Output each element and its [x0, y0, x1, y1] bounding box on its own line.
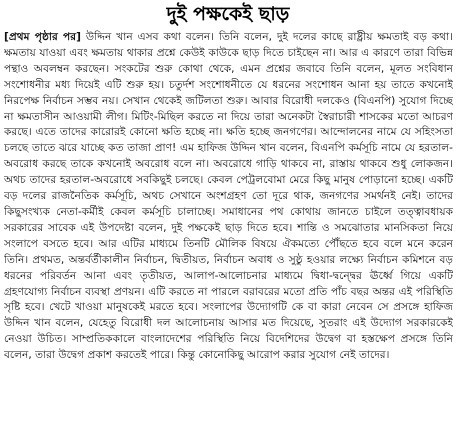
continuation-tag: [প্রথম পৃষ্ঠার পর] — [4, 31, 81, 43]
article-headline: দুই পক্ষকেই ছাড় — [166, 3, 290, 25]
article-body — [4, 30, 453, 438]
article-body-text: উদ্দিন খান এসব কথা বলেন। তিনি বলেন, দুই দলের কাছে রাষ্ট্রীয় ক্ষমতাই বড় কথা। ক্ষমতায় যাওয়া এবং ক্ষমতায় থাকার প্রশ্নে কেউই কাউকে ছাড় দিতে চাইছেন না। আর এ কারণে তারা বিভিন্ন পন্থাও অবলম্বন করছেন। সংকটের শুরু কোথা থেকে, এমন প্রশ্নের জবাবে তিনি বলেন, মূলত সংবিধান সংশোধনীর মধ্য দিয়েই এটি শুরু হয়। চতুর্দশ সংশোধনীতে যে ধরনের সংশোধন আনা হয় তাতে কখনোই নিরপেক্ষ নির্বাচন সম্ভব নয়। সেখান থেকেই জটিলতা শুরু। আবার বিরোধী দলকেও (বিএনপি) সুযোগ দিচ্ছে না ক্ষমতাসীন আওয়ামী লীগ। মিটিং-মিছিল করতে না দিয়ে তারা অনেকটা স্বৈরাচারী শাসকের মতো আচরণ করছে। এতে তাদের কারোরই কোনো ক্ষতি হচ্ছে না। ক্ষতি হচ্ছে জনগণের। আন্দোলনের নামে যে সহিংসতা চলছে তাতে ঝরে যাচ্ছে কত তাজা প্রাণ! এম হাফিজ উদ্দিন খান বলেন, বিএনপি কর্মসূচি নামে যে হরতাল-অবরোধ করছে তাকে কখনোই অবরোধ বলে না। অবরোধে গাড়ি থাকবে না, রাস্তায় থাকবে শুধু লোকজন। অথচ তাদের হরতাল-অবরোধে সবকিছুই চলছে। কেবল পেট্রলবোমা মেরে কিছু মানুষ পোড়ানো হচ্ছে। একটি বড় দলের রাজনৈতিক কর্মসূচি, অথচ সেখানে অংশগ্রহণ তো দূরে থাক, জনগণের সমর্থনই নেই। তাদের কিছুসংখ্যক নেতা-কর্মীই কেবল কর্মসূচি চালাচ্ছে। সমাধানের পথ কোথায় জানতে চাইলে তত্ত্বাবধায়ক সরকারের সাবেক এই উপদেষ্টা বলেন, দুই পক্ষকেই ছাড় দিতে হবে। শান্তি ও সমঝোতার মানসিকতা নিয়ে সংলাপে বসতে হবে। আর এটির মাধ্যমে তিনটি মৌলিক বিষয়ে ঐকমত্যে পৌঁছতে হবে বলে মনে করেন তিনি। প্রথমত, অন্তর্বর্তীকালীন নির্বাচন, দ্বিতীয়ত, নির্বাচন অবাধ ও সুষ্ঠু হওয়ার লক্ষ্যে নির্বাচন কমিশনে বড় ধরনের পরিবর্তন আনা এবং তৃতীয়ত, আলাপ-আলোচনার মাধ্যমে দ্বিধা-দ্বন্দ্বের ঊর্ধ্বে গিয়ে একটি গ্রহণযোগ্য নির্বাচন ব্যবস্থা প্রণয়ন। এটি করতে না পারলে বরাবরের মতো প্রতি পাঁচ বছর অন্তর এই পরিস্থিতি সৃষ্টি হবে। খেটে খাওয়া মানুষকেই মরতে হবে। সংলাপের উদ্যোগটি কে বা কারা নেবেন সে প্রসঙ্গে হাফিজ উদ্দিন খান বলেন, যেহেতু বিরোধী দল আলোচনায় আসার মত দিয়েছে, সুতরাং এই উদ্যোগ সরকারকেই নেওয়া উচিত। সাম্প্রতিককালে বাংলাদেশের পরিস্থিতি নিয়ে বিদেশিদের উদ্বেগ বা হস্তক্ষেপ প্রসঙ্গে তিনি বলেন, তারা উদ্বেগ প্রকাশ করতেই পারে। কিন্তু কোনোকিছু আরোপ করার সুযোগ নেই তাদের। — [4, 31, 453, 362]
